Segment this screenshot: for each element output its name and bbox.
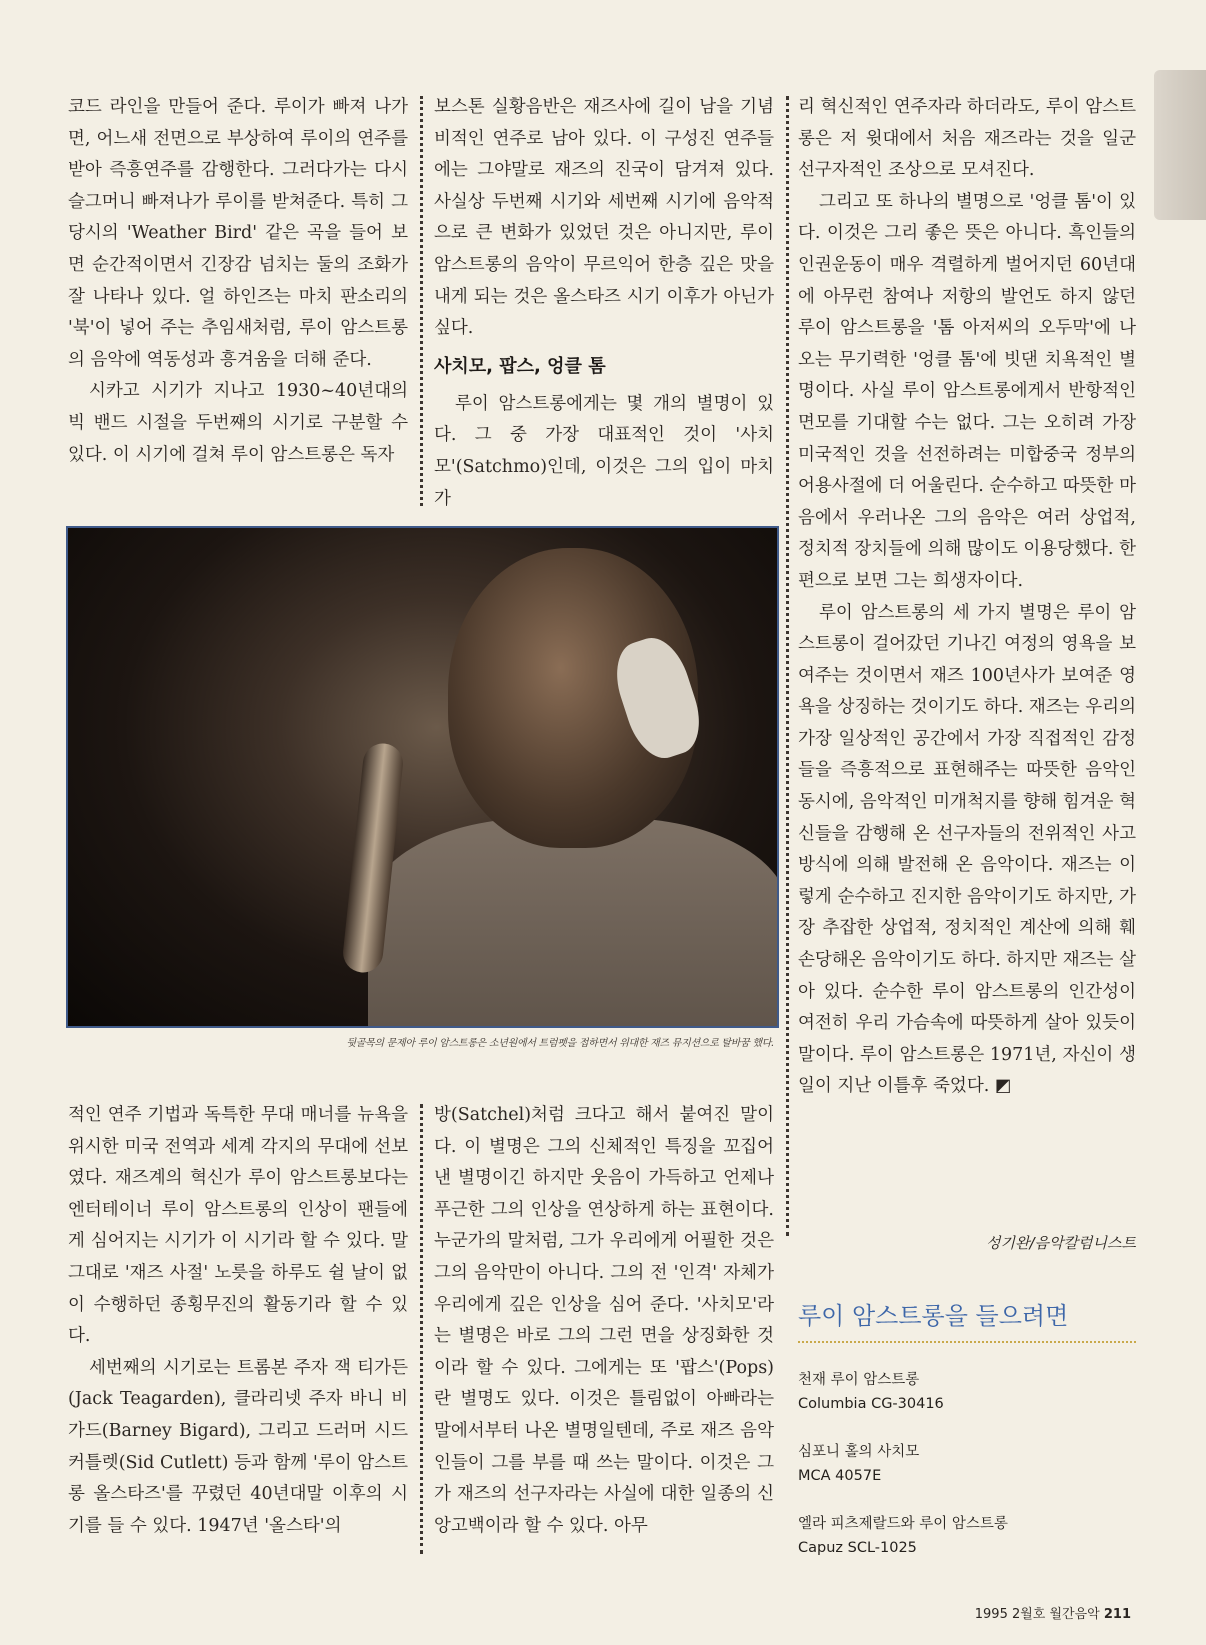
column-divider: [420, 1104, 423, 1554]
author-byline: 성기완/음악칼럼니스트: [986, 1234, 1136, 1252]
section-tab: [1154, 70, 1206, 220]
album-name: 심포니 홀의 사치모: [798, 1444, 920, 1460]
column-2-bottom: [434, 1100, 774, 1542]
louis-armstrong-photo: [66, 526, 779, 1028]
paragraph: [798, 598, 1136, 1104]
closing-text: 루이 암스트롱의 세 가지 별명은 루이 암스트롱이 걸어갔던 기나긴 여정의 영욕을 보여주는 것이면서 재즈 100년사가 보여준 영욕을 상징하는 것이기도 하다. 재즈는 우리의 가장 일상적인 공간에서 가장 직접적인 감정들을 즉흥적으로 표현해주는 따뜻한 음악인 동시에, 음악적인 미개척지를 향해 힘겨운 혁신들을 감행해 온 선구자들의 전위적인 사고방식에 의해 발전해 온 음악이다. 재즈는 이렇게 순수하고 진지한 음악이기도 하지만, 가장 추잡한 상업적, 정치적인 계산에 의해 훼손당해온 음악이기도 하다. 하지만 재즈는 살아 있다. 순수한 루이 암스트롱의 인간성이 여전히 우리 가슴속에 따뜻하게 살아 있듯이 말이다. 루이 암스트롱은 1971년, 자신이 생일이 지난 이틀후 죽었다.: [798, 602, 1136, 1097]
page-footer: [975, 1603, 1131, 1622]
paragraph: 보스톤 실황음반은 재즈사에 길이 남을 기념비적인 연주로 남아 있다. 이 구성진 연주들에는 그야말로 재즈의 진국이 담겨져 있다. 사실상 두번째 시기와 세번째 시기에 음악적으로 큰 변화가 있었던 것은 아니지만, 루이 암스트롱의 음악이 무르익어 한층 깊은 맛을 내게 되는 것은 올스타즈 시기 이후가 아닌가 싶다.: [434, 97, 774, 339]
issue-label: 1995 2월호 월간음악: [974, 1607, 1100, 1622]
column-2-top: [434, 92, 774, 515]
paragraph: 코드 라인을 만들어 준다. 루이가 빠져 나가면, 어느새 전면으로 부상하여 루이의 연주를 받아 즉흥연주를 감행한다. 그러다가는 다시 슬그머니 빠져나가 루이를 받쳐준다. 특히 그 당시의 'Weather Bird' 같은 곡을 들어 보면 순간적이면서 긴장감 넘치는 둘의 조화가 잘 나타나 있다. 얼 하인즈는 마치 판소리의 '북'이 넣어 주는 추임새처럼, 루이 암스트롱의 음악에 역동성과 흥겨움을 더해 준다.: [68, 97, 408, 370]
album-catalog: Columbia CG-30416: [798, 1396, 944, 1412]
column-1-bottom: [68, 1100, 408, 1542]
paragraph: 루이 암스트롱에게는 몇 개의 별명이 있다. 그 중 가장 대표적인 것이 '사치모'(Satchmo)인데, 이것은 그의 입이 마치 가: [434, 393, 774, 509]
page-number: 211: [1103, 1607, 1131, 1622]
album-name: 엘라 피츠제랄드와 루이 암스트롱: [798, 1516, 1008, 1532]
album-catalog: MCA 4057E: [798, 1468, 882, 1484]
column-1-top: [68, 92, 408, 471]
paragraph: 리 혁신적인 연주자라 하더라도, 루이 암스트롱은 저 윗대에서 처음 재즈라는 것을 일군 선구자적인 조상으로 모셔진다.: [798, 97, 1136, 181]
column-divider: [786, 96, 789, 1236]
end-mark-icon: ◩: [994, 1076, 1012, 1097]
paragraph: 방(Satchel)처럼 크다고 해서 붙여진 말이다. 이 별명은 그의 신체적인 특징을 꼬집어낸 별명이긴 하지만 웃음이 가득하고 언제나 푸근한 그의 인상을 연상하게 하는 표현이다. 누군가의 말처럼, 그가 우리에게 어필한 것은 그의 음악만이 아니다. 그의 전 '인격' 자체가 우리에게 깊은 인상을 심어 준다. '사치모'라는 별명은 바로 그의 그런 면을 상징화한 것이라 할 수 있다. 그에게는 또 '팝스'(Pops)란 별명도 있다. 이것은 틀림없이 아빠라는 말에서부터 나온 별명일텐데, 주로 재즈 음악인들이 그를 부를 때 쓰는 말이다. 이것은 그가 재즈의 선구자라는 사실에 대한 일종의 신앙고백이라 할 수 있다. 아무: [434, 1105, 774, 1536]
photo-caption: 뒷골목의 문제아 루이 암스트롱은 소년원에서 트럼펫을 접하면서 위대한 재즈 뮤지션으로 탈바꿈 했다.: [346, 1038, 774, 1049]
album-entry: [798, 1512, 1008, 1560]
column-3: [798, 92, 1136, 1103]
paragraph: 시카고 시기가 지나고 1930~40년대의 빅 밴드 시절을 두번째의 시기로 구분할 수 있다. 이 시기에 걸쳐 루이 암스트롱은 독자: [68, 381, 408, 465]
column-divider: [420, 96, 423, 506]
photo-suit-shape: [368, 818, 779, 1028]
album-entry: [798, 1440, 919, 1488]
paragraph: 그리고 또 하나의 별명으로 '엉클 톰'이 있다. 이것은 그리 좋은 뜻은 아니다. 흑인들의 인권운동이 매우 격렬하게 벌어지던 60년대에 아무런 참여나 저항의 발언도 하지 않던 루이 암스트롱을 '톰 아저씨의 오두막'에 나오는 무기력한 '엉클 톰'에 빗댄 치욕적인 별명이다. 사실 루이 암스트롱에게서 반항적인 면모를 기대할 수는 없다. 그는 오히려 가장 미국적인 것을 선전하려는 미합중국 정부의 어용사절에 더 어울린다. 순수하고 따뜻한 마음에서 우러나온 그의 음악은 여러 상업적, 정치적 장치들에 의해 많이도 이용당했다. 한 편으로 보면 그는 희생자이다.: [798, 191, 1136, 591]
paragraph: 적인 연주 기법과 독특한 무대 매너를 뉴욕을 위시한 미국 전역과 세계 각지의 무대에 선보였다. 재즈계의 혁신가 루이 암스트롱보다는 엔터테이너 루이 암스트롱의 인상이 팬들에게 심어지는 시기가 이 시기라 할 수 있다. 말 그대로 '재즈 사절' 노릇을 하루도 쉴 날이 없이 수행하던 종횡무진의 활동기라 할 수 있다.: [68, 1105, 408, 1347]
paragraph: 세번째의 시기로는 트롬본 주자 잭 티가든(Jack Teagarden), 클라리넷 주자 바니 비가드(Barney Bigard), 그리고 드러머 시드 커틀렛(Sid Cutlett) 등과 함께 '루이 암스트롱 올스타즈'를 꾸렸던 40년대말 이후의 시기를 들 수 있다. 1947년 '올스타'의: [68, 1357, 408, 1536]
sidebar-title: 루이 암스트롱을 들으려면: [798, 1296, 1136, 1343]
album-catalog: Capuz SCL-1025: [798, 1540, 917, 1556]
section-heading: 사치모, 팝스, 엉클 톰: [434, 355, 606, 377]
album-name: 천재 루이 암스트롱: [798, 1372, 920, 1388]
album-entry: [798, 1368, 944, 1416]
